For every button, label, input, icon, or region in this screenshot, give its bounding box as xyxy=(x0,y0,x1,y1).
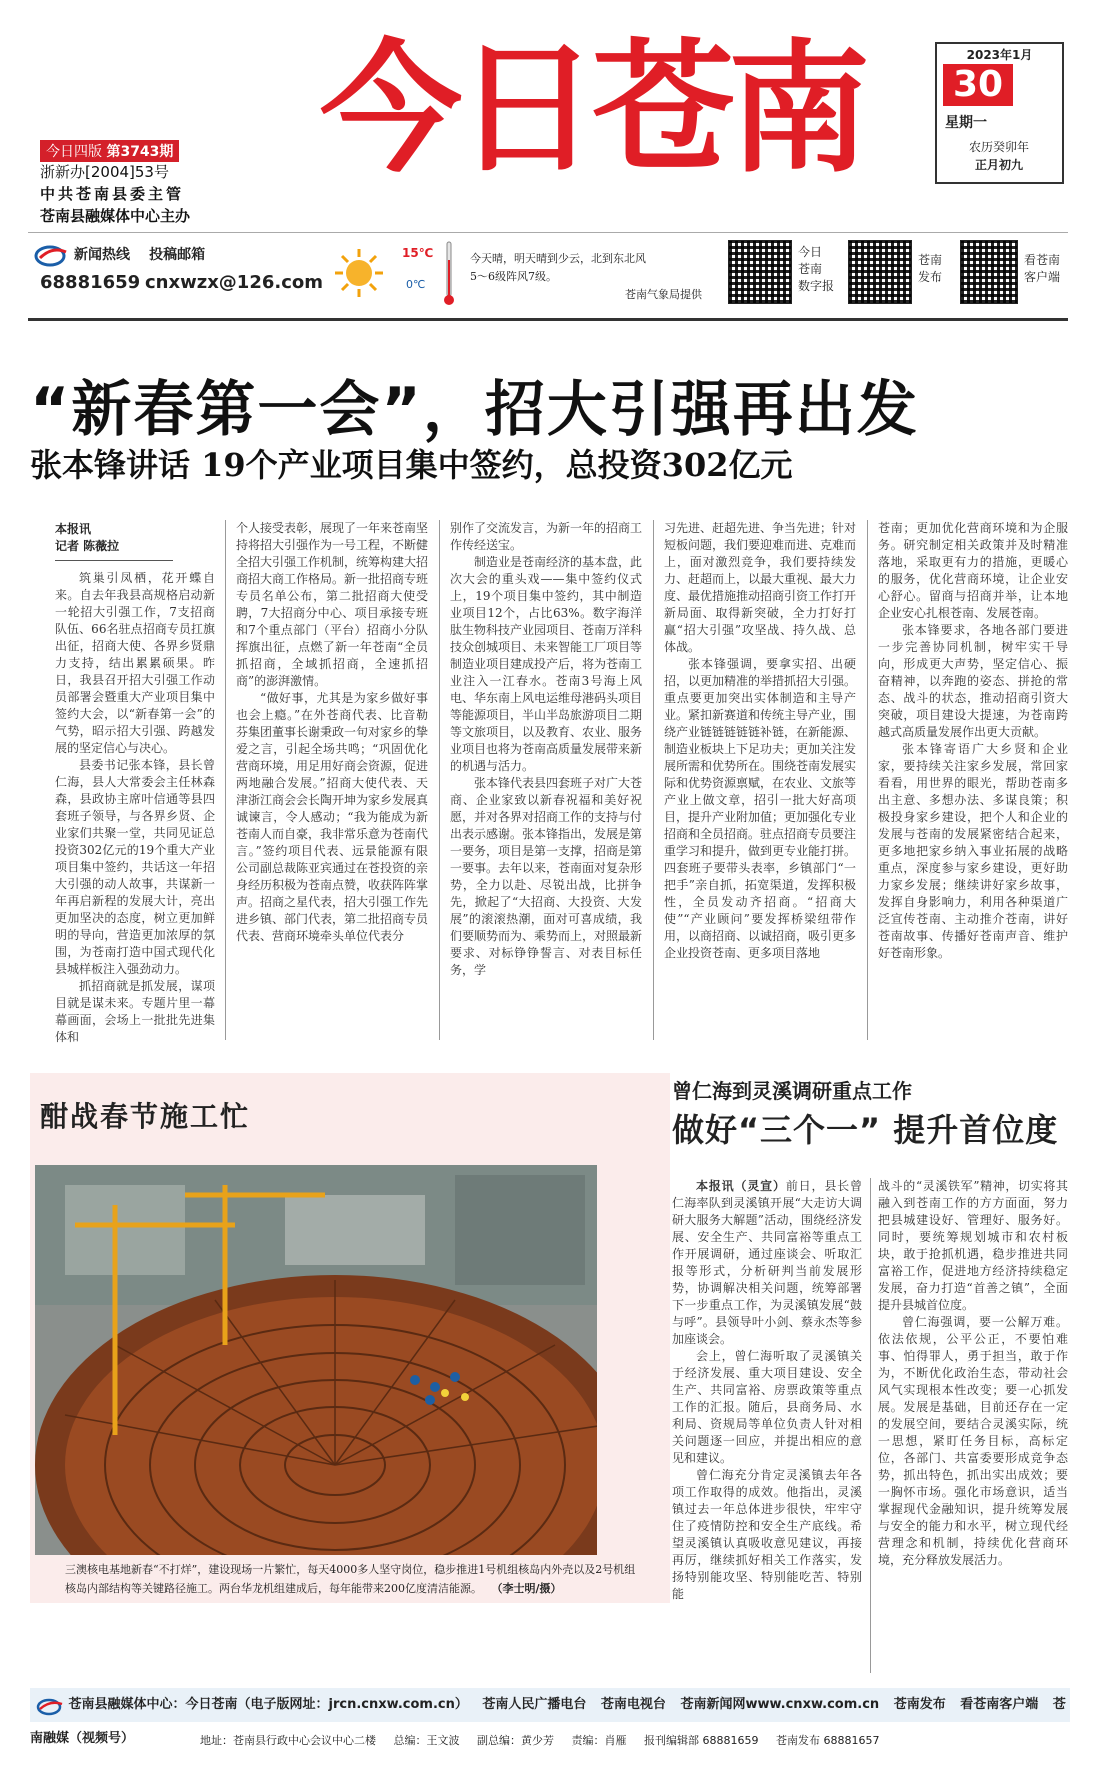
footer-desk-phone: 报刊编辑部 68881659 xyxy=(644,1734,759,1747)
footer-link-news-site[interactable]: 苍南新闻网www.cnxw.com.cn xyxy=(680,1697,880,1712)
footer-link-video[interactable]: 苍南融媒（视频号） xyxy=(30,1697,1066,1746)
qr-label-digital-paper xyxy=(798,244,834,295)
lunar-year: 农历癸卯年 xyxy=(968,140,1029,154)
column-divider xyxy=(225,520,226,1040)
paragraph: 习先进、赶超先进、争当先进；针对短板问题，我们要迎难而进、克难而上，面对激烈竞争，我们要持续发力、赶超而上，以最大重视、最大力度、最优措施推动招商引资工作打开新局面、取得新突破，全力打好打赢“招大引强”攻坚战、持久战、总体战。 xyxy=(664,521,857,654)
footer-link-tv[interactable]: 苍南电视台 xyxy=(600,1697,666,1712)
paragraph: 张本锋代表县四套班子对广大苍商、企业家致以新春祝福和美好祝愿，并对各界对招商工作的支持与付出表示感谢。张本锋指出，发展是第一要务，项目是第一支撑，招商是第一要事。去年以来，苍南面对复杂形势，全力以赴、尽锐出战，比拼争先，掀起了“大招商、大投资、大发展”的滚滚热潮，面对可喜成绩，我们要顺势而为、乘势而上，对照最新要求、对标铮铮誓言、对表目标任务，学 xyxy=(450,776,643,977)
issue-number: 第3743期 xyxy=(106,144,174,160)
masthead-rule xyxy=(28,232,1068,233)
construction-photo xyxy=(35,1165,597,1555)
caption-text: 三澳核电基地新春“不打烊”，建设现场一片繁忙，每天4000多人坚守岗位，稳步推进1号机组核岛内外壳以及2号机组核岛内部结构等关键路径施工。两台华龙机组建成后，每年能带来200亿度清洁能源。 xyxy=(65,1563,636,1595)
weather-line-2: 5～6级阵风7级。 xyxy=(470,270,557,283)
paragraph: 张本锋要求，各地各部门要进一步完善协同机制，树牢实干导向，形成更大声势，坚定信心、振奋精神，以奔跑的姿态、拼抢的常态、战斗的状态，推动招商引资大突破，项目建设大提速，为苍南跨越式高质量发展作出更大贡献。 xyxy=(878,623,1068,739)
paragraph: 别作了交流发言，为新一年的招商工作传经送宝。 xyxy=(450,521,643,552)
byline-rule xyxy=(55,560,173,561)
date-weekday: 星期一 xyxy=(945,115,987,131)
qr-label-client xyxy=(1024,252,1060,286)
temp-high: 15℃ xyxy=(402,246,434,260)
masthead-title: 今日苍南 xyxy=(320,27,864,192)
hotline-label: 新闻热线 xyxy=(74,247,130,263)
footer-deputy-editor: 副总编：黄少芳 xyxy=(477,1734,554,1747)
footer-link-release[interactable]: 苍南发布 xyxy=(893,1697,946,1712)
lead-column-3 xyxy=(450,520,642,979)
paragraph: 张本锋强调，要拿实招、出硬招，以更加精准的举措抓招大引强。重点要更加突出实体制造和主导产业。紧扣新赛道和传统主导产业，围绕产业链链链链链补链，在新能源、制造业板块上下足功夫；更加关注发展所需和优势所在。围绕苍南发展实际和优势资源禀赋，在农业、文旅等产业上做文章，招引一批大好高项目，提升产业附加值；更加强化专业招商和全员招商。驻点招商专员要注重学习和提升，做到更专业能打拼。四套班子要带头表率，乡镇部门“一把手”亲自抓，拓宽渠道，发挥积极性，全员发动齐招商。“招商大使”“产业顾问”要发挥桥梁纽带作用，以商招商、以诚招商，吸引更多企业投资苍南、更多项目落地 xyxy=(664,657,857,960)
qr-code-digital-paper[interactable] xyxy=(728,240,792,304)
lead-column-5 xyxy=(878,520,1068,962)
lead-subheadline: 张本锋讲话 19个产业项目集中签约，总投资302亿元 xyxy=(30,446,793,484)
paragraph: 个人接受表彰，展现了一年来苍南坚持将招大引强作为一号工程，不断健全招大引强工作机制，统筹构建大招商招大商工作格局。新一批招商专班专员名单公布，第二批招商大使受聘，7大招商分中心、项目承接专班和7个重点部门（平台）招商小分队挥旗出征，点燃了新一年苍南“全员抓招商，全域抓招商，全速抓招商”的澎湃激情。 xyxy=(236,521,429,688)
date-box xyxy=(935,42,1064,184)
column-divider xyxy=(867,520,868,1040)
lead-byline xyxy=(55,521,119,555)
qr-label-line: 数字报 xyxy=(798,279,835,293)
qr-label-line: 今日 xyxy=(798,245,823,259)
qr-label-line: 客户端 xyxy=(1024,270,1061,284)
paragraph: 会上，曾仁海听取了灵溪镇关于经济发展、重大项目建设、安全生产、共同富裕、房票政策等重点工作的汇报。随后，县商务局、水利局、资规局等单位负责人针对相关问题逐一回应，并提出相应的意见和建议。 xyxy=(672,1349,862,1465)
qr-code-cangnan-release[interactable] xyxy=(848,240,912,304)
qr-code-client[interactable] xyxy=(960,240,1018,304)
footer-editor: 责编：肖雁 xyxy=(571,1734,627,1747)
qr-label-line: 苍南 xyxy=(918,253,943,267)
footer-media-center[interactable]: 苍南县融媒体中心：今日苍南（电子版网址：jrcn.cnxw.com.cn） xyxy=(68,1697,468,1712)
lunar-day: 正月初九 xyxy=(974,158,1023,172)
weather-source: 苍南气象局提供 xyxy=(625,288,702,301)
footer-chief-editor: 总编：王文波 xyxy=(393,1734,460,1747)
paragraph: 县委书记张本锋，县长曾仁海，县人大常委会主任林森森，县政协主席叶信通等县四套班子领导，与各界乡贤、企业家们共聚一堂，共同见证总投资302亿元的19个重大产业项目集中签约，共话这一年招大引强的动人故事，共谋新一年再启新程的发展大计，亮出更加坚决的态度，树立更加鲜明的导向，营造更加浓厚的氛围，为苍南打造中国式现代化县城样板注入强劲动力。 xyxy=(55,758,215,976)
column-divider xyxy=(870,1178,871,1673)
photo-credit: （李士明/摄） xyxy=(491,1582,562,1595)
permit-line: 浙新办[2004]53号 xyxy=(40,163,169,181)
second-story-headline: 做好“三个一” 提升首位度 xyxy=(672,1111,1059,1149)
sponsor-line: 苍南县融媒体中心主办 xyxy=(40,207,191,225)
email-address[interactable]: cnxwzx@126.com xyxy=(145,272,324,293)
paragraph: 制造业是苍南经济的基本盘，此次大会的重头戏——集中签约仪式上，19个项目集中签约，其中制造业项目12个，占比63%。数字海洋肽生物科技产业园项目、苍南万洋科技众创城项目、未来智能工厂项目等制造业项目建成投产后，将为苍南工业注入一江春水。苍南3号海上风电、华东南上风电运维母港码头项目等能源项目，半山半岛旅游项目二期等文旅项目，以及教育、农业、服务业项目也将为苍南高质量发展带来新的机遇与活力。 xyxy=(450,555,643,773)
byline-reporter: 记者 陈薇拉 xyxy=(55,539,120,553)
lead-column-1 xyxy=(55,570,215,1046)
second-dateline: 本报讯（灵宣） xyxy=(696,1179,786,1193)
temp-low: 0℃ xyxy=(406,278,426,291)
lead-headline: “新春第一会”，招大引强再出发 xyxy=(30,375,919,445)
photo-caption xyxy=(65,1560,645,1598)
paragraph: 筑巢引凤栖，花开蝶自来。自去年我县高规格启动新一轮招大引强工作，7支招商队伍、66名驻点招商专员扛旗出征，招商大使、各界乡贤鼎力支持，结出累累硕果。昨日，我县召开招大引强工作动员部署会暨重大产业项目集中签约大会，以“新春第一会”的气势，昭示招大引强、跨越发展的坚定信心与决心。 xyxy=(55,571,215,755)
footer-address: 地址：苍南县行政中心会议中心二楼 xyxy=(200,1734,376,1747)
weather-forecast xyxy=(470,250,720,304)
supervisor-line: 中共苍南县委主管 xyxy=(40,185,185,203)
paragraph: 曾仁海充分肯定灵溪镇去年各项工作取得的成效。他指出，灵溪镇过去一年总体进步很快，牢牢守住了疫情防控和安全生产底线。希望灵溪镇认真吸收意见建议，再接再厉，继续抓好相关工作落实，发扬特别能攻坚、特别能吃苦、特别能 xyxy=(672,1468,862,1601)
qr-label-line: 发布 xyxy=(918,270,943,284)
hotline-labels xyxy=(74,244,205,264)
footer-link-radio[interactable]: 苍南人民广播电台 xyxy=(482,1697,587,1712)
second-column-1 xyxy=(672,1178,862,1603)
byline-source: 本报讯 xyxy=(55,522,92,536)
issue-badge xyxy=(40,140,179,162)
weather-line-1: 今天晴，明天晴到少云，北到东北风 xyxy=(470,252,646,265)
issue-prefix: 今日四版 xyxy=(46,144,102,160)
date-day: 30 xyxy=(943,64,1013,106)
paragraph: 抓招商就是抓发展，谋项目就是谋未来。专题片里一幕幕画面，会场上一批批先进集体和 xyxy=(55,979,215,1044)
paragraph: 战斗的“灵溪铁军”精神，切实将其融入到苍南工作的方方面面，努力把县城建设好、管理好、服务好。同时，要统筹规划城市和农村板块，敢于抢抓机遇，稳步推进共同富裕工作，促进地方经济持续稳定发展，奋力打造“首善之镇”，全面提升县城首位度。 xyxy=(878,1179,1068,1312)
paragraph: “做好事，尤其是为家乡做好事也会上瘾。”在外苍商代表、比音勒芬集团董事长谢秉政一句对家乡的挚爱之言，引起全场共鸣；“巩固优化营商环境，用足用好商会资源，促进两地融合发展。”招商大使代表、天津浙江商会会长陶开坤为家乡发展真诚谏言，令人感动；“我为能成为新苍南人而自豪，我非常乐意为苍南代言。”签约项目代表、远景能源有限公司副总裁陈亚宾通过在苍投资的亲身经历积极为苍南点赞，收获阵阵掌声。招商之星代表，招大引强工作先进乡镇、部门代表，第二批招商专员代表、营商环境牵头单位代表分 xyxy=(236,691,429,943)
paragraph: 苍南；更加优化营商环境和为企服务。研究制定相关政策并及时精准落地，采取更有力的措施，更暖心的服务，优化营商环境，让企业安心舒心。留商与招商并举，让本地企业安心扎根苍南、发展苍南。 xyxy=(878,521,1068,620)
footer-release-phone: 苍南发布 68881657 xyxy=(776,1734,880,1747)
column-divider xyxy=(653,520,654,1040)
lead-column-2 xyxy=(236,520,428,945)
paragraph-text: 前日，县长曾仁海率队到灵溪镇开展“大走访大调研大服务大解题”活动，围绕经济发展、安全生产、共同富裕等重点工作开展调研，通过座谈会、听取汇报等形式，分析研判当前发展形势，协调解决相关问题，统筹部署下一步重点工作，为灵溪镇发展“鼓与呼”。县领导叶小剑、蔡永杰等参加座谈会。 xyxy=(672,1179,862,1346)
second-story-subhead: 曾仁海到灵溪调研重点工作 xyxy=(672,1079,912,1103)
email-label: 投稿邮箱 xyxy=(149,247,206,263)
thermometer-icon xyxy=(444,240,452,306)
media-logo-icon xyxy=(36,1696,64,1714)
date-year-month: 2023年1月 xyxy=(966,48,1033,62)
strip-rule xyxy=(28,318,1068,321)
qr-label-cangnan-release xyxy=(918,252,942,286)
footer-info xyxy=(200,1732,880,1748)
qr-label-line: 苍南 xyxy=(798,262,823,276)
sun-icon xyxy=(333,247,385,299)
photo-story-title: 酣战春节施工忙 xyxy=(40,1100,251,1133)
paragraph: 张本锋寄语广大乡贤和企业家，要持续关注家乡发展，常回家看看，用世界的眼光，帮助苍南多出主意、多想办法、多谋良策；积极投身家乡建设，把个人和企业的发展与苍南的发展紧密结合起来，更多地把家乡纳入事业拓展的战略重点，深度参与家乡建设，更好助力家乡发展；继续讲好家乡故事，发挥自身影响力，利用各种渠道广泛宣传苍南、主动推介苍南，讲好苍南故事、传播好苍南声音、维护好苍南形象。 xyxy=(878,742,1068,960)
hotline-number: 68881659 xyxy=(40,272,141,293)
media-logo-icon xyxy=(34,244,70,268)
paragraph: 曾仁海强调，要一公解万难。依法依规，公平公正，不要怕难事、怕得罪人，勇于担当，敢于作为，不断优化政治生态，带动社会风气实现根本性改变；要一心抓发展。发展是基础，目前还存在一定的发展空间，要结合灵溪实际，统一思想，紧盯任务目标，高标定位，各部门、共富委要形成竞争态势，抓出特色，抓出实出成效；要一胸怀市场。强化市场意识，适当掌握现代金融知识，提升统筹发展与安全的能力和水平，树立现代经营理念和机制，持续优化营商环境，充分释放发展活力。 xyxy=(878,1315,1068,1567)
qr-label-line: 看苍南 xyxy=(1024,253,1061,267)
column-divider xyxy=(439,520,440,1040)
footer-link-client[interactable]: 看苍南客户端 xyxy=(960,1697,1039,1712)
lead-column-4 xyxy=(664,520,856,962)
second-column-2 xyxy=(878,1178,1068,1569)
